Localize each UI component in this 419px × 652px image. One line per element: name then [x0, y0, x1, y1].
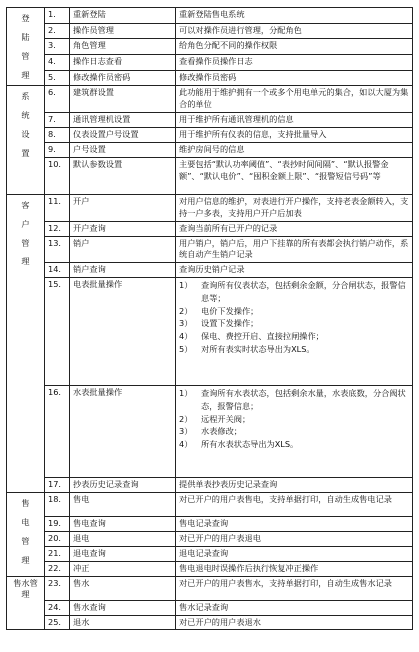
- function-table: [6, 7, 413, 630]
- function-name: 水表批量操作: [70, 386, 176, 478]
- row-number: 8.: [45, 128, 70, 143]
- row-number: 14.: [45, 263, 70, 278]
- function-description: 可以对操作员进行管理，分配角色: [176, 23, 413, 39]
- table-row: [7, 157, 413, 194]
- function-description: 提供单表抄表历史记录查询: [176, 478, 413, 493]
- table-row: [7, 576, 413, 600]
- function-description: 退电记录查询: [176, 546, 413, 561]
- function-name: 修改操作员密码: [70, 70, 176, 86]
- row-number: 20.: [45, 532, 70, 547]
- row-number: 23.: [45, 576, 70, 600]
- function-name: 仪表设置户号设置: [70, 128, 176, 143]
- function-name: 户号设置: [70, 143, 176, 158]
- function-description: 对已开户的用户表售电，支持单据打印，自动生成售电记录: [176, 493, 413, 517]
- function-name: 电表批量操作: [70, 278, 176, 386]
- function-description: 给角色分配不同的操作权限: [176, 39, 413, 55]
- table-row: [7, 23, 413, 39]
- function-description: 对已开户的用户表售水，支持单据打印，自动生成售水记录: [176, 576, 413, 600]
- list-item-text: 远程开关阀；: [201, 413, 251, 424]
- function-name: 重新登陆: [70, 8, 176, 24]
- list-item: [179, 343, 409, 356]
- row-number: 22.: [45, 561, 70, 576]
- list-item-text: 查询所有仪表状态，包括剩余金额，分合闸状态，报警信息等；: [201, 280, 406, 303]
- list-item-number: 4）: [179, 439, 193, 450]
- function-description: 用于维护所有仪表的信息，支持批量导入: [176, 128, 413, 143]
- row-number: 2.: [45, 23, 70, 39]
- table-row: [7, 478, 413, 493]
- table-row: [7, 600, 413, 615]
- table-row: [7, 278, 413, 386]
- list-item-number: 2）: [179, 413, 193, 424]
- table-row: [7, 86, 413, 113]
- function-name: 销户查询: [70, 263, 176, 278]
- module-name: 售电管理: [21, 498, 30, 565]
- row-number: 5.: [45, 70, 70, 86]
- row-number: 21.: [45, 546, 70, 561]
- table-row: [7, 236, 413, 263]
- function-description: 查询当前所有已开户的记录: [176, 221, 413, 236]
- function-description: 售电退电时误操作后执行恢复冲正操作: [176, 561, 413, 576]
- list-item: [179, 330, 409, 343]
- function-description: 用于维护所有通讯管理机的信息: [176, 113, 413, 128]
- row-number: 4.: [45, 55, 70, 71]
- table-row: [7, 128, 413, 143]
- function-name: 售水: [70, 576, 176, 600]
- function-description: 售水记录查询: [176, 600, 413, 615]
- function-description: 对已开户的用户表退电: [176, 532, 413, 547]
- row-number: 9.: [45, 143, 70, 158]
- function-name: 退电查询: [70, 546, 176, 561]
- function-description: 用户销户，销户后，用户下挂靠的所有表都会执行销户动作，系统自动产生销户记录: [176, 236, 413, 263]
- function-description: 重新登陆售电系统: [176, 8, 413, 24]
- list-item-text: 对所有表实时状态导出为XLS。: [201, 343, 315, 354]
- table-row: [7, 517, 413, 532]
- row-number: 18.: [45, 493, 70, 517]
- list-item-number: 4）: [179, 331, 193, 342]
- function-name: 默认参数设置: [70, 157, 176, 194]
- function-name: 建筑群设置: [70, 86, 176, 113]
- list-item-number: 1）: [179, 280, 193, 291]
- list-item-text: 水表修改；: [201, 426, 242, 437]
- table-row: [7, 561, 413, 576]
- table-row: [7, 70, 413, 86]
- table-row: [7, 39, 413, 55]
- list-item: [179, 317, 409, 330]
- table-row: [7, 532, 413, 547]
- module-name: 客户管理: [21, 199, 30, 267]
- table-row: [7, 546, 413, 561]
- function-description: 主要包括“默认功率阈值”、“表抄时间间隔”、“默认报警金额”、“默认电价”、“囤积金额上限”、“报警短信号码”等: [176, 157, 413, 194]
- row-number: 15.: [45, 278, 70, 386]
- module-name-cell: [7, 8, 45, 86]
- module-name-cell: [7, 576, 45, 630]
- row-number: 17.: [45, 478, 70, 493]
- list-item-text: 所有水表状态导出为XLS。: [201, 439, 299, 450]
- function-description: 售电记录查询: [176, 517, 413, 532]
- module-name: 登陆管理: [21, 13, 30, 80]
- function-name: 角色管理: [70, 39, 176, 55]
- function-description: 此功能用于维护拥有一个或多个用电单元的集合，如以大厦为集合的单位: [176, 86, 413, 113]
- list-item-text: 电价下发操作；: [201, 305, 259, 316]
- row-number: 13.: [45, 236, 70, 263]
- function-name: 售电查询: [70, 517, 176, 532]
- row-number: 3.: [45, 39, 70, 55]
- table-row: [7, 113, 413, 128]
- function-description: 查看操作员操作日志: [176, 55, 413, 71]
- function-description: 查询历史销户记录: [176, 263, 413, 278]
- function-description: [176, 386, 413, 478]
- function-description: 对已开户的用户表退水: [176, 615, 413, 630]
- list-item-number: 3）: [179, 318, 193, 329]
- row-number: 19.: [45, 517, 70, 532]
- function-description: [176, 278, 413, 386]
- list-item: [179, 413, 409, 426]
- row-number: 1.: [45, 8, 70, 24]
- module-name: 售水管理: [13, 577, 38, 600]
- row-number: 7.: [45, 113, 70, 128]
- table-row: [7, 263, 413, 278]
- table-row: [7, 615, 413, 630]
- row-number: 24.: [45, 600, 70, 615]
- list-item-number: 3）: [179, 426, 193, 437]
- function-name: 开户: [70, 194, 176, 221]
- row-number: 10.: [45, 157, 70, 194]
- function-description: 对用户信息的维护，对表进行开户操作，支持老表金额转入，支持一户多表，支持用户开户后加表: [176, 194, 413, 221]
- list-item: [179, 279, 409, 304]
- row-number: 11.: [45, 194, 70, 221]
- module-name-cell: [7, 194, 45, 492]
- operation-list: [179, 387, 409, 451]
- table-row: [7, 493, 413, 517]
- module-name: 系统设置: [21, 91, 30, 159]
- function-name: 开户查询: [70, 221, 176, 236]
- function-name: 抄表历史记录查询: [70, 478, 176, 493]
- table-row: [7, 386, 413, 478]
- row-number: 12.: [45, 221, 70, 236]
- function-name: 退电: [70, 532, 176, 547]
- function-name: 通讯管理机设置: [70, 113, 176, 128]
- row-number: 6.: [45, 86, 70, 113]
- function-name: 售水查询: [70, 600, 176, 615]
- function-description: 维护房间号的信息: [176, 143, 413, 158]
- function-name: 退水: [70, 615, 176, 630]
- function-name: 操作员管理: [70, 23, 176, 39]
- list-item-number: 1）: [179, 388, 193, 399]
- list-item: [179, 387, 409, 412]
- table-row: [7, 221, 413, 236]
- list-item: [179, 305, 409, 318]
- table-row: [7, 8, 413, 24]
- list-item-text: 设置下发操作；: [201, 318, 259, 329]
- list-item: [179, 425, 409, 438]
- table-row: [7, 194, 413, 221]
- list-item-number: 2）: [179, 305, 193, 316]
- list-item: [179, 438, 409, 451]
- table-row: [7, 55, 413, 71]
- module-name-cell: [7, 86, 45, 194]
- row-number: 25.: [45, 615, 70, 630]
- list-item-text: 保电、费控开启、直接拉闸操作；: [201, 331, 324, 342]
- table-row: [7, 143, 413, 158]
- function-name: 销户: [70, 236, 176, 263]
- operation-list: [179, 279, 409, 355]
- function-name: 售电: [70, 493, 176, 517]
- row-number: 16.: [45, 386, 70, 478]
- function-name: 操作日志查看: [70, 55, 176, 71]
- list-item-number: 5）: [179, 343, 193, 354]
- function-name: 冲正: [70, 561, 176, 576]
- list-item-text: 查询所有水表状态，包括剩余水量，水表底数，分合阀状态，报警信息；: [201, 388, 406, 411]
- module-name-cell: [7, 493, 45, 577]
- function-description: 修改操作员密码: [176, 70, 413, 86]
